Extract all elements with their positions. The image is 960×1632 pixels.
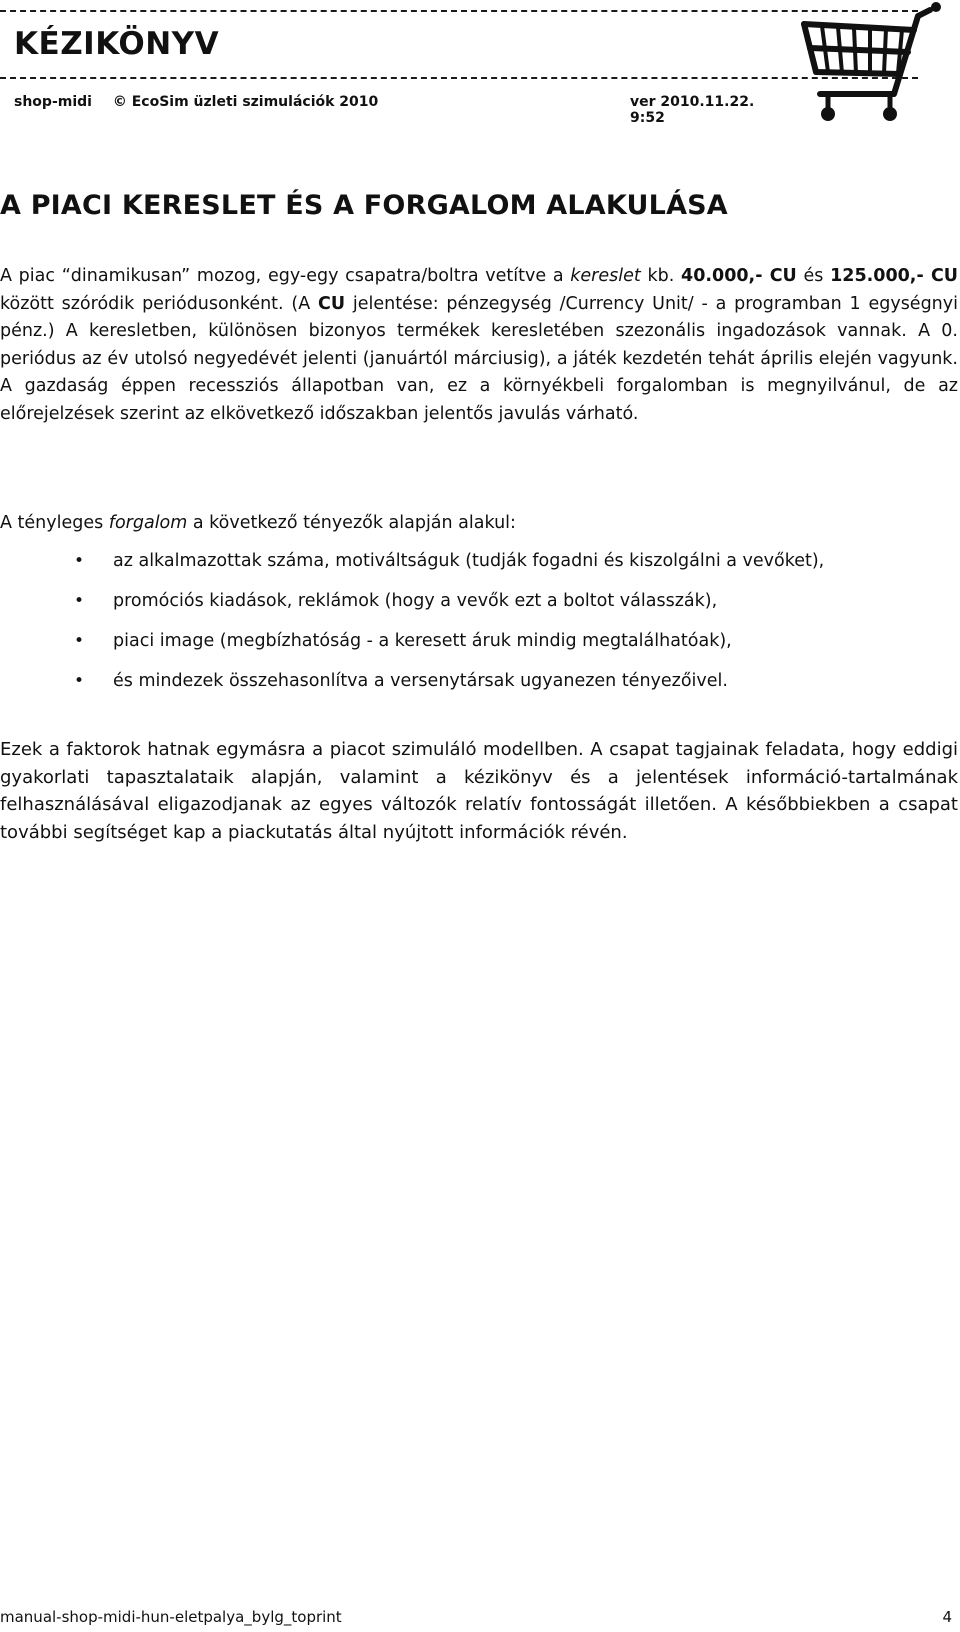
list-item-text: piaci image (megbízhatóság - a keresett áruk mindig megtalálhatóak), [113,631,732,651]
section-title: A PIACI KERESLET ÉS A FORGALOM ALAKULÁSA [0,190,728,221]
list-item [0,628,940,668]
intro-paragraph [0,263,958,428]
list-item-text: promóciós kiadások, reklámok (hogy a vevők ezt a boltot válasszák), [113,591,718,611]
bullet: • [74,631,85,651]
intro-kereslet-term: kereslet [570,266,641,286]
intro-amount-high: 125.000,- CU [830,266,959,286]
header-info [14,94,784,126]
bullet: • [74,591,85,611]
product-name: shop-midi [14,94,92,110]
factors-lead-3: a következő tényezők alapján alakul: [187,513,516,533]
factors-forgalom-term: forgalom [108,513,188,533]
header-divider-top [0,10,918,12]
factors-lead-1: A tényleges [0,513,109,533]
header-divider-bottom [0,77,918,79]
shopping-cart-icon [798,0,946,138]
intro-text-5: jelentése: pénzegység /Currency Unit/ - a programban 1 egységnyi pénz.) A keresletben, különösen bizonyos termékek keresletében szezonális ingadozások vannak. A 0. periódus az év utolsó negyedévét jelenti (januártól márciusig), a játék kezdetén tehát április elején vagyunk. A gazdaság éppen recessziós állapotban van, ez a környékbeli forgalomban is megnyilvánul, de az előrejelzések szerint az elkövetkező időszakban jelentős javulás várható. [0,293,958,424]
page-number: 4 [942,1608,952,1626]
factor-list [0,548,940,708]
copyright-text: © EcoSim üzleti szimulációk 2010 [112,94,379,110]
intro-text-2: kb. [640,266,682,286]
intro-amount-low: 40.000,- CU [681,266,797,286]
bullet: • [74,671,85,691]
intro-text-3: és [796,266,831,286]
version-text: ver 2010.11.22. 9:52 [630,94,755,126]
list-item-text: és mindezek összehasonlítva a versenytársak ugyanezen tényezőivel. [113,671,728,691]
intro-text-1: A piac “dinamikusan” mozog, egy-egy csapatra/boltra vetítve a [0,266,571,286]
list-item [0,548,940,588]
manual-title: KÉZIKÖNYV [14,26,220,62]
list-item-text: az alkalmazottak száma, motiváltságuk (tudják fogadni és kiszolgálni a vevőket), [113,551,825,571]
closing-paragraph: Ezek a faktorok hatnak egymásra a piacot szimuláló modellben. A csapat tagjainak feladata, hogy eddigi gyakorlati tapasztalataik alapján, valamint a kézikönyv és a jelentések információ-tartalmának felhasználásával eligazodjanak az egyes változók relatív fontosságát illetően. A későbbiekben a csapat további segítséget kap a piackutatás által nyújtott információk révén. [0,739,958,843]
intro-cu-term: CU [318,293,346,314]
factors-intro [0,510,958,538]
list-item [0,588,940,628]
footer-filename: manual-shop-midi-hun-eletpalya_bylg_toprint [0,1608,342,1626]
intro-text-4: között szóródik periódusonként. (A [0,293,319,314]
bullet: • [74,551,85,571]
list-item [0,668,940,708]
